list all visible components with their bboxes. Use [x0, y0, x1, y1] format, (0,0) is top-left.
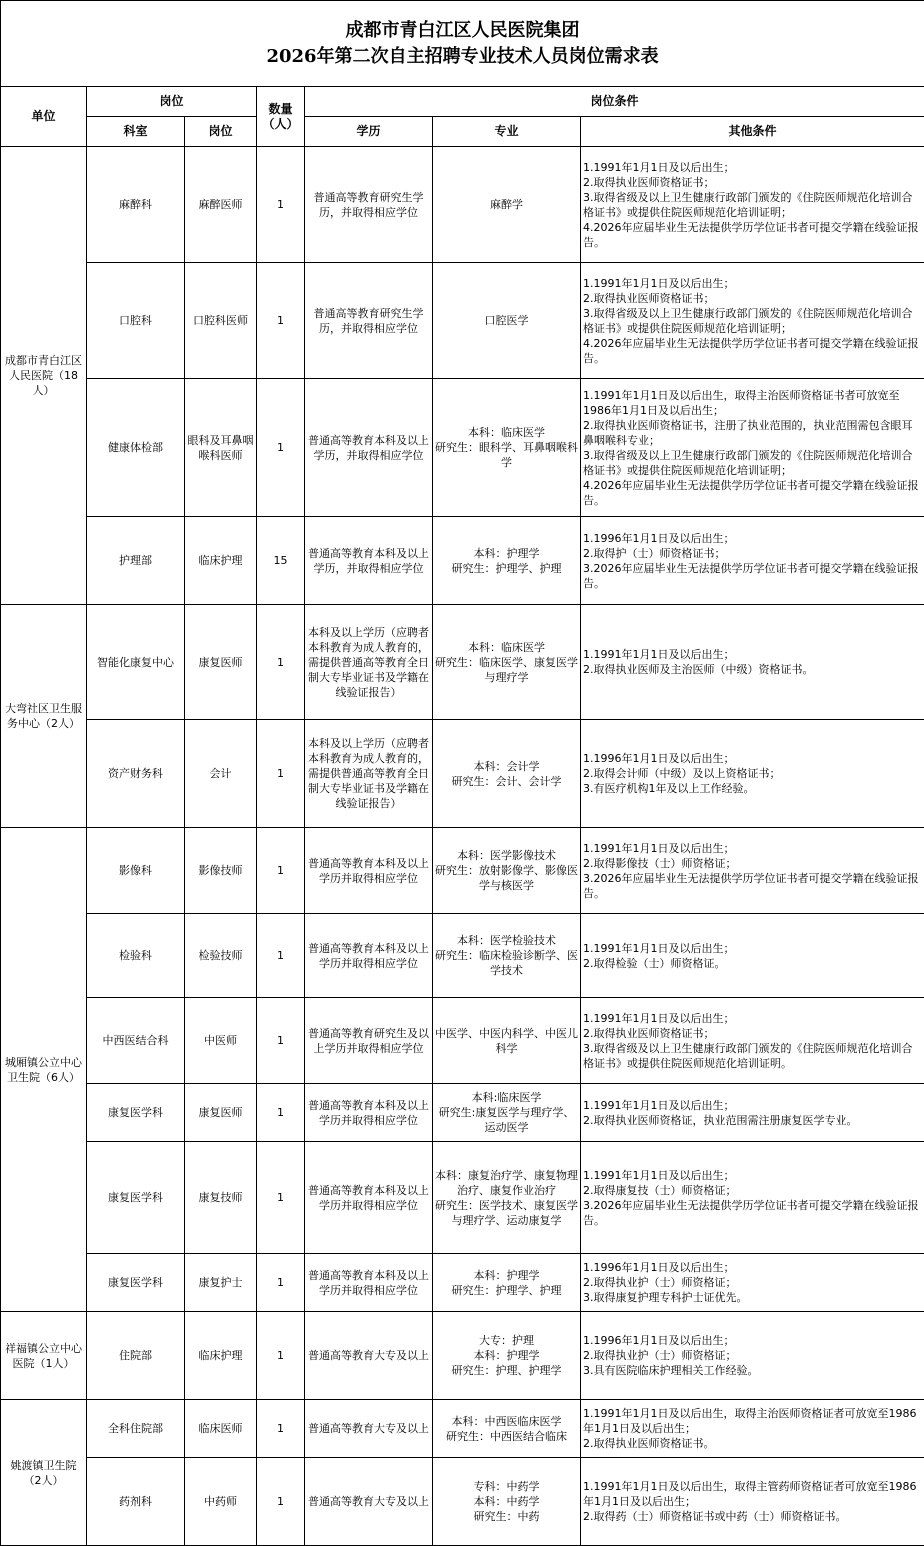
major-cell — [433, 517, 581, 605]
department-cell: 康复医学科 — [87, 1084, 185, 1142]
major-line: 研究生：会计、会计学 — [435, 774, 578, 789]
education-cell: 普通高等教育本科及以上学历并取得相应学位 — [305, 1084, 433, 1142]
education-cell: 普通高等教育本科及以上学历并取得相应学位 — [305, 1254, 433, 1312]
major-line: 本科：医学检验技术 — [435, 933, 578, 948]
major-line: 本科：临床医学 — [435, 425, 578, 440]
unit-name: 祥福镇公立中心医院（1人） — [3, 1341, 84, 1371]
condition-item: 2.取得执业医师及主治医师（中级）资格证书。 — [583, 662, 922, 677]
header-position: 岗位 — [185, 117, 257, 147]
major-line: 本科：中西医临床医学 — [435, 1414, 578, 1429]
count-cell: 1 — [257, 1312, 305, 1400]
condition-item: 1.1996年1月1日及以后出生； — [583, 1333, 922, 1348]
position-cell: 康复医师 — [185, 605, 257, 720]
condition-item: 3.2026年应届毕业生无法提供学历学位证书者可提交学籍在线验证报告。 — [583, 1198, 922, 1228]
other-conditions-cell — [581, 1142, 924, 1254]
condition-item: 1.1991年1月1日及以后出生； — [583, 276, 922, 291]
count-cell: 1 — [257, 605, 305, 720]
position-cell: 康复医师 — [185, 1084, 257, 1142]
condition-item: 2.取得执业医师资格证，执业范围需注册康复医学专业。 — [583, 1113, 922, 1128]
education-cell: 普通高等教育本科及以上学历并取得相应学位 — [305, 1142, 433, 1254]
count-cell: 1 — [257, 720, 305, 828]
condition-item: 3.取得省级及以上卫生健康行政部门颁发的《住院医师规范化培训合格证书》或提供住院医师规范化培训证明。 — [583, 1041, 922, 1071]
condition-item: 3.取得康复护理专科护士证优先。 — [583, 1290, 922, 1305]
condition-item: 1.1991年1月1日及以后出生； — [583, 841, 922, 856]
header-row-2 — [1, 117, 924, 147]
condition-item: 3.具有医院临床护理相关工作经验。 — [583, 1363, 922, 1378]
department-cell: 检验科 — [87, 914, 185, 998]
condition-item: 2.取得会计师（中级）及以上资格证书； — [583, 766, 922, 781]
other-conditions-cell — [581, 263, 924, 379]
condition-item: 2.取得执业护（士）师资格证； — [583, 1275, 922, 1290]
major-line: 研究生：护理学、护理 — [435, 561, 578, 576]
count-cell: 1 — [257, 147, 305, 263]
other-conditions-cell — [581, 998, 924, 1084]
other-conditions-cell — [581, 1084, 924, 1142]
table-row — [1, 1400, 924, 1458]
count-cell: 1 — [257, 379, 305, 517]
position-cell: 临床护理 — [185, 1312, 257, 1400]
header-unit: 单位 — [1, 87, 87, 147]
position-cell: 眼科及耳鼻咽喉科医师 — [185, 379, 257, 517]
condition-item: 2.取得执业医师资格证书。 — [583, 1436, 922, 1451]
title-line-2: 2026年第二次自主招聘专业技术人员岗位需求表 — [3, 44, 922, 70]
education-cell: 本科及以上学历（应聘者本科教育为成人教育的，需提供普通高等教育全日制大专毕业证书及学籍在线验证报告） — [305, 605, 433, 720]
department-cell: 智能化康复中心 — [87, 605, 185, 720]
table-row — [1, 998, 924, 1084]
department-cell: 康复医学科 — [87, 1142, 185, 1254]
position-cell: 麻醉医师 — [185, 147, 257, 263]
major-cell — [433, 998, 581, 1084]
major-line: 本科：康复治疗学、康复物理治疗、康复作业治疗 — [435, 1168, 578, 1198]
unit-name: 城厢镇公立中心卫生院（6人） — [3, 1055, 84, 1085]
condition-item: 2.取得执业医师资格证书； — [583, 175, 922, 190]
count-cell: 1 — [257, 1254, 305, 1312]
condition-item: 1.1996年1月1日及以后出生； — [583, 531, 922, 546]
position-cell: 中药师 — [185, 1458, 257, 1546]
position-cell: 检验技师 — [185, 914, 257, 998]
header-department: 科室 — [87, 117, 185, 147]
header-education: 学历 — [305, 117, 433, 147]
table-row — [1, 914, 924, 998]
table-row — [1, 1458, 924, 1546]
major-line: 研究生：中西医结合临床 — [435, 1429, 578, 1444]
department-cell: 住院部 — [87, 1312, 185, 1400]
department-cell: 护理部 — [87, 517, 185, 605]
condition-item: 2.取得药（士）师资格证书或中药（士）师资格证书。 — [583, 1509, 922, 1524]
condition-item: 1.1991年1月1日及以后出生； — [583, 647, 922, 662]
table-row — [1, 605, 924, 720]
header-row-1 — [1, 87, 924, 117]
position-cell: 临床护理 — [185, 517, 257, 605]
header-position-group: 岗位 — [87, 87, 257, 117]
condition-item: 1.1991年1月1日及以后出生； — [583, 1168, 922, 1183]
major-line: 研究生：医学技术、康复医学与理疗学、运动康复学 — [435, 1198, 578, 1228]
table-row — [1, 828, 924, 914]
count-cell: 1 — [257, 1458, 305, 1546]
table-row — [1, 720, 924, 828]
major-line: 本科：中药学 — [435, 1494, 578, 1509]
table-row — [1, 379, 924, 517]
count-cell: 1 — [257, 1142, 305, 1254]
education-cell: 普通高等教育研究生学历，并取得相应学位 — [305, 147, 433, 263]
major-cell — [433, 1312, 581, 1400]
table-row — [1, 1254, 924, 1312]
major-line: 本科：护理学 — [435, 1348, 578, 1363]
major-line: 研究生：中药 — [435, 1509, 578, 1524]
count-cell: 1 — [257, 828, 305, 914]
other-conditions-cell — [581, 1254, 924, 1312]
condition-item: 2.取得检验（士）师资格证。 — [583, 956, 922, 971]
condition-item: 3.取得省级及以上卫生健康行政部门颁发的《住院医师规范化培训合格证书》或提供住院医师规范化培训证明； — [583, 190, 922, 220]
other-conditions-cell — [581, 1312, 924, 1400]
table-row — [1, 1142, 924, 1254]
major-line: 口腔医学 — [435, 313, 578, 328]
condition-item: 1.1996年1月1日及以后出生； — [583, 1260, 922, 1275]
position-cell: 影像技师 — [185, 828, 257, 914]
major-line: 本科：会计学 — [435, 759, 578, 774]
condition-item: 2.取得执业医师资格证书； — [583, 1026, 922, 1041]
education-cell: 普通高等教育本科及以上学历并取得相应学位 — [305, 914, 433, 998]
major-cell — [433, 720, 581, 828]
table-row — [1, 1084, 924, 1142]
unit-name: 姚渡镇卫生院（2人） — [3, 1458, 84, 1488]
condition-item: 2.取得康复技（士）师资格证； — [583, 1183, 922, 1198]
condition-item: 4.2026年应届毕业生无法提供学历学位证书者可提交学籍在线验证报告。 — [583, 220, 922, 250]
table-title — [1, 1, 924, 87]
major-cell — [433, 147, 581, 263]
position-cell: 康复技师 — [185, 1142, 257, 1254]
other-conditions-cell — [581, 1458, 924, 1546]
condition-item: 1.1991年1月1日及以后出生； — [583, 1098, 922, 1113]
education-cell: 普通高等教育研究生学历，并取得相应学位 — [305, 263, 433, 379]
count-cell: 1 — [257, 1084, 305, 1142]
header-other: 其他条件 — [581, 117, 924, 147]
condition-item: 2.取得执业护（士）师资格证； — [583, 1348, 922, 1363]
major-line: 麻醉学 — [435, 197, 578, 212]
major-line: 研究生:康复医学与理疗学、运动医学 — [435, 1105, 578, 1135]
major-cell — [433, 1142, 581, 1254]
department-cell: 口腔科 — [87, 263, 185, 379]
title-line-1: 成都市青白江区人民医院集团 — [3, 18, 922, 44]
education-cell: 普通高等教育本科及以上学历并取得相应学位 — [305, 828, 433, 914]
table-row — [1, 263, 924, 379]
condition-item: 1.1991年1月1日及以后出生； — [583, 1011, 922, 1026]
major-line: 研究生：临床检验诊断学、医学技术 — [435, 948, 578, 978]
position-cell: 临床医师 — [185, 1400, 257, 1458]
major-cell — [433, 1254, 581, 1312]
header-count: 数量（人） — [257, 87, 305, 147]
table-row — [1, 147, 924, 263]
major-line: 研究生：眼科学、耳鼻咽喉科学 — [435, 440, 578, 470]
major-line: 专科：中药学 — [435, 1479, 578, 1494]
department-cell: 药剂科 — [87, 1458, 185, 1546]
department-cell: 资产财务科 — [87, 720, 185, 828]
unit-cell — [1, 1312, 87, 1400]
department-cell: 全科住院部 — [87, 1400, 185, 1458]
condition-item: 3.2026年应届毕业生无法提供学历学位证书者可提交学籍在线验证报告。 — [583, 871, 922, 901]
condition-item: 1.1991年1月1日及以后出生； — [583, 160, 922, 175]
position-cell: 康复护士 — [185, 1254, 257, 1312]
major-cell — [433, 1400, 581, 1458]
table-row — [1, 1312, 924, 1400]
major-cell — [433, 379, 581, 517]
department-cell: 中西医结合科 — [87, 998, 185, 1084]
major-cell — [433, 914, 581, 998]
unit-name: 成都市青白江区人民医院（18人） — [3, 353, 84, 398]
major-cell — [433, 1084, 581, 1142]
other-conditions-cell — [581, 914, 924, 998]
major-line: 中医学、中医内科学、中医儿科学 — [435, 1026, 578, 1056]
condition-item: 2.取得影像技（士）师资格证； — [583, 856, 922, 871]
major-line: 本科：医学影像技术 — [435, 848, 578, 863]
other-conditions-cell — [581, 379, 924, 517]
position-cell: 中医师 — [185, 998, 257, 1084]
count-cell: 15 — [257, 517, 305, 605]
major-line: 本科：护理学 — [435, 1268, 578, 1283]
major-line: 本科:临床医学 — [435, 1090, 578, 1105]
condition-item: 2.取得执业医师资格证书，注册了执业范围的，执业范围需包含眼耳鼻咽喉科专业； — [583, 418, 922, 448]
condition-item: 2.取得护（士）师资格证书； — [583, 546, 922, 561]
major-line: 大专：护理 — [435, 1333, 578, 1348]
major-line: 研究生：临床医学、康复医学与理疗学 — [435, 655, 578, 685]
condition-item: 1.1991年1月1日及以后出生，取得主治医师资格证者可放宽至1986年1月1日及以后出生； — [583, 1406, 922, 1436]
major-cell — [433, 828, 581, 914]
other-conditions-cell — [581, 828, 924, 914]
major-line: 研究生：护理、护理学 — [435, 1363, 578, 1378]
count-cell: 1 — [257, 998, 305, 1084]
education-cell: 普通高等教育研究生及以上学历并取得相应学位 — [305, 998, 433, 1084]
other-conditions-cell — [581, 517, 924, 605]
condition-item: 4.2026年应届毕业生无法提供学历学位证书者可提交学籍在线验证报告。 — [583, 336, 922, 366]
unit-name: 大弯社区卫生服务中心（2人） — [3, 701, 84, 731]
condition-item: 2.取得执业医师资格证书； — [583, 291, 922, 306]
unit-cell — [1, 147, 87, 605]
condition-item: 1.1996年1月1日及以后出生； — [583, 751, 922, 766]
department-cell: 康复医学科 — [87, 1254, 185, 1312]
education-cell: 普通高等教育本科及以上学历，并取得相应学位 — [305, 379, 433, 517]
other-conditions-cell — [581, 720, 924, 828]
department-cell: 麻醉科 — [87, 147, 185, 263]
table-row — [1, 517, 924, 605]
position-cell: 口腔科医师 — [185, 263, 257, 379]
department-cell: 影像科 — [87, 828, 185, 914]
unit-cell — [1, 828, 87, 1312]
condition-item: 3.取得省级及以上卫生健康行政部门颁发的《住院医师规范化培训合格证书》或提供住院医师规范化培训证明； — [583, 448, 922, 478]
unit-cell — [1, 1400, 87, 1546]
count-cell: 1 — [257, 263, 305, 379]
condition-item: 1.1991年1月1日及以后出生，取得主治医师资格证书者可放宽至1986年1月1日及以后出生； — [583, 388, 922, 418]
major-line: 研究生：护理学、护理 — [435, 1283, 578, 1298]
count-cell: 1 — [257, 914, 305, 998]
other-conditions-cell — [581, 605, 924, 720]
education-cell: 普通高等教育大专及以上 — [305, 1312, 433, 1400]
header-conditions-group: 岗位条件 — [305, 87, 924, 117]
condition-item: 3.有医疗机构1年及以上工作经验。 — [583, 781, 922, 796]
major-line: 研究生：放射影像学、影像医学与核医学 — [435, 863, 578, 893]
unit-cell — [1, 605, 87, 828]
other-conditions-cell — [581, 147, 924, 263]
major-line: 本科：临床医学 — [435, 640, 578, 655]
condition-item: 3.取得省级及以上卫生健康行政部门颁发的《住院医师规范化培训合格证书》或提供住院医师规范化培训证明； — [583, 306, 922, 336]
education-cell: 本科及以上学历（应聘者本科教育为成人教育的，需提供普通高等教育全日制大专毕业证书及学籍在线验证报告） — [305, 720, 433, 828]
major-cell — [433, 605, 581, 720]
condition-item: 4.2026年应届毕业生无法提供学历学位证书者可提交学籍在线验证报告。 — [583, 478, 922, 508]
education-cell: 普通高等教育大专及以上 — [305, 1400, 433, 1458]
department-cell: 健康体检部 — [87, 379, 185, 517]
education-cell: 普通高等教育本科及以上学历，并取得相应学位 — [305, 517, 433, 605]
major-line: 本科：护理学 — [435, 546, 578, 561]
count-cell: 1 — [257, 1400, 305, 1458]
title-row — [1, 1, 924, 87]
condition-item: 1.1991年1月1日及以后出生； — [583, 941, 922, 956]
major-cell — [433, 263, 581, 379]
position-cell: 会计 — [185, 720, 257, 828]
other-conditions-cell — [581, 1400, 924, 1458]
major-cell — [433, 1458, 581, 1546]
condition-item: 3.2026年应届毕业生无法提供学历学位证书者可提交学籍在线验证报告。 — [583, 561, 922, 591]
header-major: 专业 — [433, 117, 581, 147]
condition-item: 1.1991年1月1日及以后出生，取得主管药师资格证者可放宽至1986年1月1日及以后出生； — [583, 1479, 922, 1509]
education-cell: 普通高等教育大专及以上 — [305, 1458, 433, 1546]
